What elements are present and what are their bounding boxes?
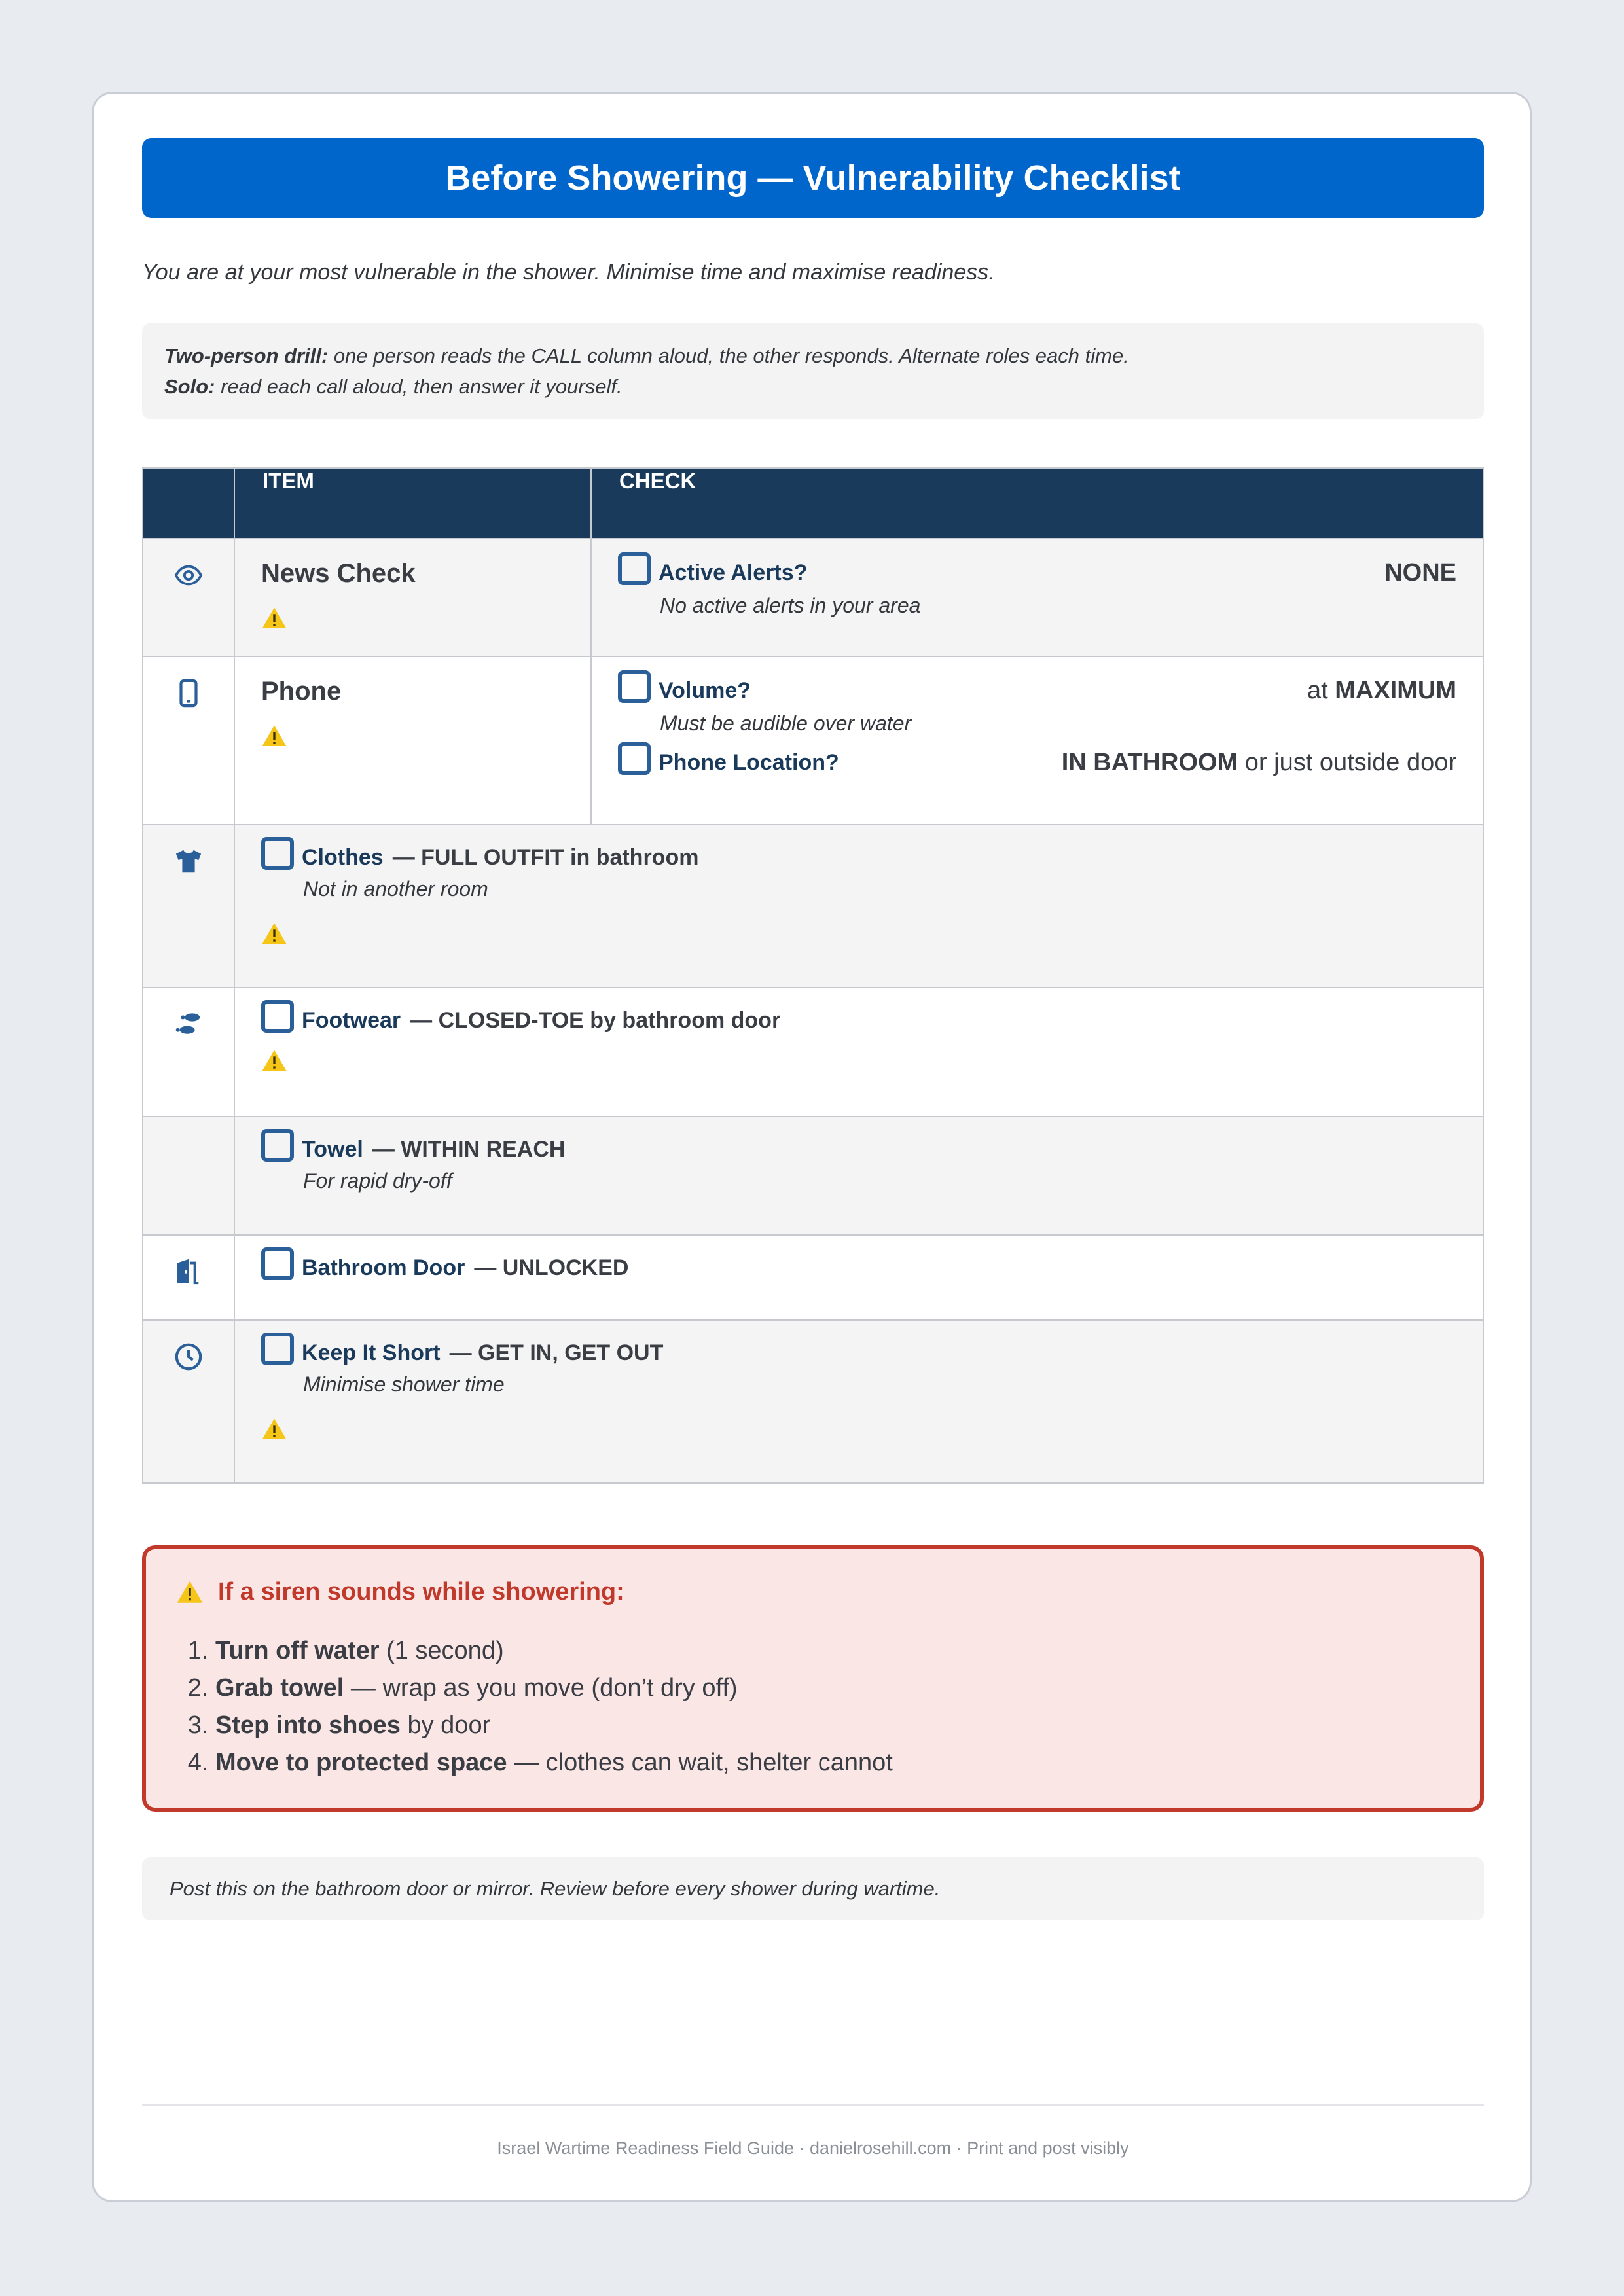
eye-icon: [173, 560, 204, 590]
check-detail-footwear: — CLOSED-TOE by bathroom door: [410, 1008, 781, 1033]
footprints-icon: [173, 1009, 204, 1039]
shirt-icon: [173, 846, 204, 876]
two-person-label: Two-person drill:: [164, 344, 329, 367]
table-row-news-check: [143, 539, 1483, 656]
warning-icon: [176, 1579, 204, 1606]
warning-icon: [261, 1416, 287, 1443]
check-answer-active-alerts: NONE: [1384, 559, 1456, 586]
table-row-clothes: [143, 825, 1483, 988]
siren-step: 3. Step into shoes by door: [215, 1707, 1450, 1744]
icon-cell: [143, 656, 234, 825]
item-name-phone: Phone: [261, 677, 342, 706]
check-label-keep-it-short: Keep It Short: [302, 1340, 441, 1365]
siren-alert-box: [142, 1545, 1484, 1812]
check-cell: [591, 656, 1483, 825]
table-row-footwear: [143, 988, 1483, 1117]
solo-label: Solo:: [164, 375, 215, 398]
siren-heading-row: [176, 1578, 1450, 1606]
checklist-sheet: [92, 92, 1532, 2202]
posting-note: Post this on the bathroom door or mirror. Review before every shower during wartime.: [142, 1857, 1484, 1920]
check-detail-keep-it-short: — GET IN, GET OUT: [449, 1340, 664, 1365]
checkbox-phone-location[interactable]: [618, 742, 651, 775]
check-label-active-alerts: Active Alerts?: [659, 560, 808, 585]
check-label-bathroom-door: Bathroom Door: [302, 1255, 465, 1280]
checkbox-volume[interactable]: [618, 670, 651, 703]
check-label-volume: Volume?: [659, 678, 751, 703]
warning-icon: [261, 1048, 287, 1074]
checkbox-clothes[interactable]: [261, 837, 294, 870]
item-cell: [234, 656, 591, 825]
check-sub-keep-it-short: Minimise shower time: [303, 1372, 505, 1396]
check-sub-volume: Must be audible over water: [660, 711, 912, 735]
siren-steps: [176, 1632, 1450, 1782]
checklist-table: [142, 467, 1484, 1484]
table-row-phone: [143, 656, 1483, 825]
siren-step: 2. Grab towel — wrap as you move (don’t dry off): [215, 1670, 1450, 1707]
clock-icon: [173, 1342, 204, 1372]
check-sub-towel: For rapid dry-off: [303, 1169, 452, 1193]
item-name-news-check: News Check: [261, 559, 416, 588]
two-person-text: one person reads the CALL column aloud, the other responds. Alternate roles each time.: [328, 344, 1129, 367]
icon-cell: [143, 539, 234, 656]
check-label-footwear: Footwear: [302, 1008, 401, 1033]
check-detail-bathroom-door: — UNLOCKED: [474, 1255, 629, 1280]
page-title: Before Showering — Vulnerability Checklist: [142, 138, 1484, 218]
header-icon-column: [143, 468, 234, 539]
footer-text: Israel Wartime Readiness Field Guide · danielrosehill.com · Print and post visibly: [497, 2138, 1129, 2158]
check-cell: [234, 1117, 1483, 1235]
header-item: ITEM: [234, 468, 591, 539]
check-cell: [234, 825, 1483, 988]
icon-cell: [143, 1320, 234, 1483]
check-label-clothes: Clothes: [302, 845, 384, 870]
check-label-phone-location: Phone Location?: [659, 750, 839, 775]
table-header-row: [143, 468, 1483, 539]
icon-cell: [143, 1117, 234, 1235]
header-check: CHECK: [591, 468, 1483, 539]
icon-cell: [143, 1235, 234, 1320]
icon-cell: [143, 988, 234, 1117]
check-label-towel: Towel: [302, 1137, 363, 1162]
check-sub-active-alerts: No active alerts in your area: [660, 594, 921, 617]
checkbox-active-alerts[interactable]: [618, 552, 651, 585]
drill-instructions: [142, 323, 1484, 419]
check-sub-clothes: Not in another room: [303, 877, 488, 901]
checkbox-footwear[interactable]: [261, 1000, 294, 1033]
siren-step: 4. Move to protected space — clothes can wait, shelter cannot: [215, 1744, 1450, 1782]
check-detail-clothes: — FULL OUTFIT in bathroom: [392, 845, 699, 870]
check-cell: [234, 1320, 1483, 1483]
table-row-keep-it-short: [143, 1320, 1483, 1483]
checkbox-towel[interactable]: [261, 1129, 294, 1162]
solo-text: read each call aloud, then answer it yourself.: [215, 375, 623, 398]
table-row-bathroom-door: [143, 1235, 1483, 1320]
check-cell: [591, 539, 1483, 656]
check-cell: [234, 1235, 1483, 1320]
warning-icon: [261, 723, 287, 749]
item-cell: [234, 539, 591, 656]
siren-step: 1. Turn off water (1 second): [215, 1632, 1450, 1670]
checkbox-bathroom-door[interactable]: [261, 1247, 294, 1280]
warning-icon: [261, 605, 287, 632]
check-cell: [234, 988, 1483, 1117]
phone-icon: [173, 678, 204, 708]
check-answer-volume: at MAXIMUM: [1307, 677, 1456, 704]
warning-icon: [261, 921, 287, 947]
icon-cell: [143, 825, 234, 988]
sheet-content: [142, 138, 1484, 1920]
footer-divider: [142, 2104, 1484, 2106]
door-icon: [173, 1257, 204, 1287]
check-answer-phone-location: IN BATHROOM or just outside door: [1061, 749, 1456, 776]
checkbox-keep-it-short[interactable]: [261, 1333, 294, 1365]
check-detail-towel: — WITHIN REACH: [372, 1137, 566, 1162]
siren-heading: If a siren sounds while showering:: [218, 1578, 624, 1605]
table-row-towel: [143, 1117, 1483, 1235]
intro-text: You are at your most vulnerable in the shower. Minimise time and maximise readiness.: [142, 260, 995, 285]
